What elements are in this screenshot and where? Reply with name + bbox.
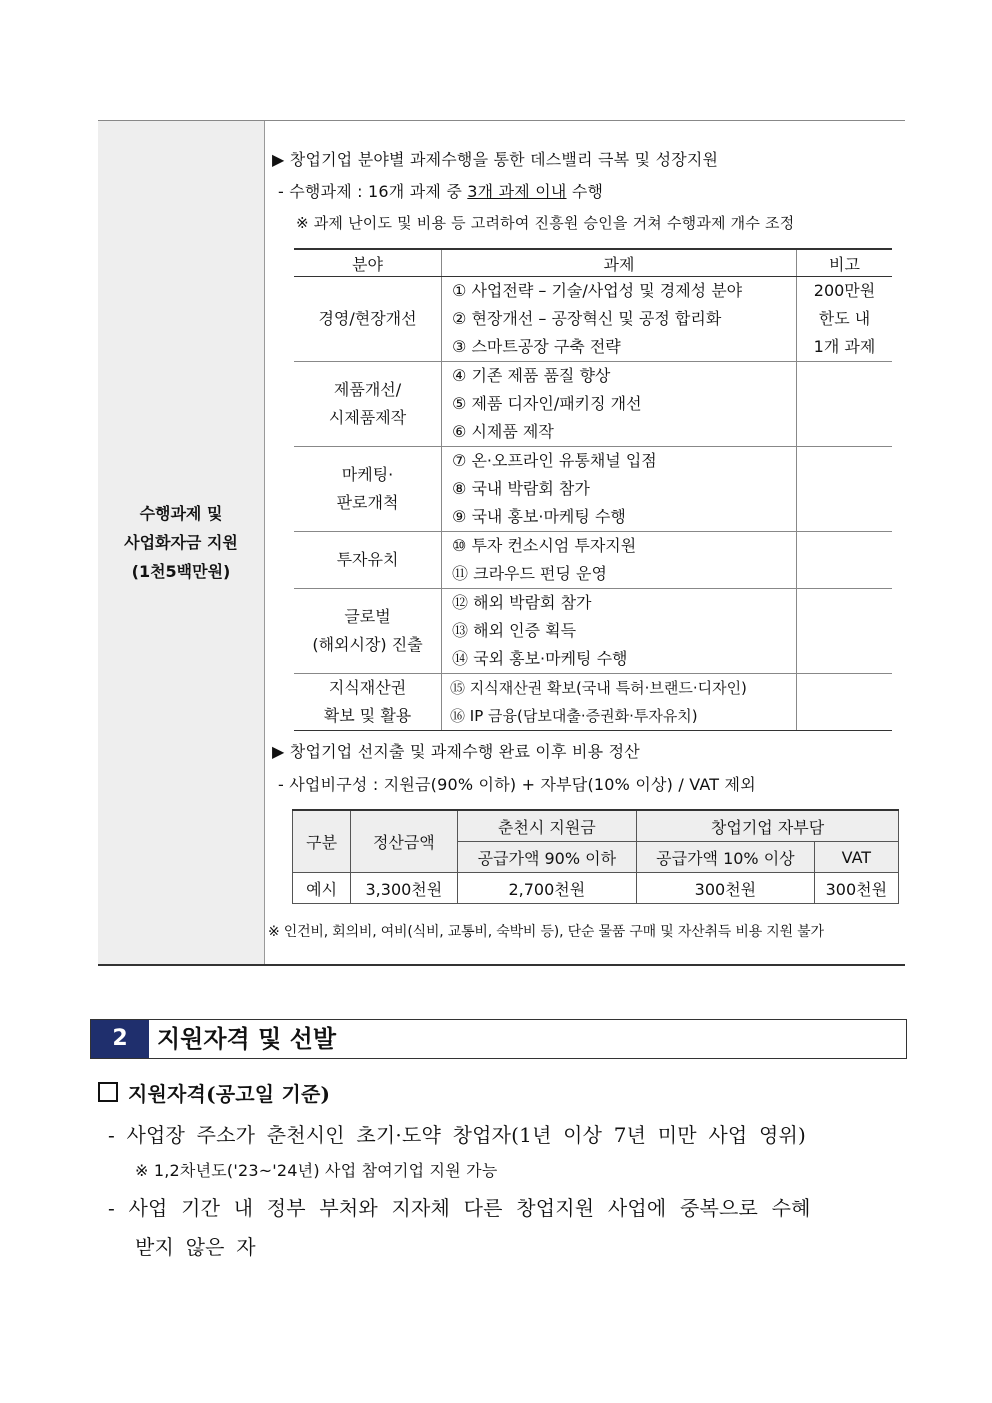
- tasks-cell: [442, 589, 797, 674]
- eligibility-item-2: - 사업 기간 내 정부 부처와 지자체 다른 창업지원 사업에 중복으로 수혜: [108, 1196, 811, 1220]
- note-cell: [796, 674, 892, 731]
- header-field: 분야: [294, 249, 442, 277]
- field-text: 판로개척: [336, 493, 399, 512]
- tasks-cell: [442, 447, 797, 532]
- field-text: 지식재산권: [328, 678, 407, 697]
- note-cell: [796, 362, 892, 447]
- eligibility-note: ※ 1,2차년도('23~'24년) 사업 참여기업 지원 가능: [135, 1161, 498, 1180]
- cell-gubun: 예시: [293, 873, 351, 904]
- task-count-prefix: - 수행과제 : 16개 과제 중: [278, 182, 468, 201]
- bullet-settlement: ▶ 창업기업 선지출 및 과제수행 완료 이후 비용 정산: [272, 742, 640, 761]
- tasks-cell: [442, 362, 797, 447]
- task-item: ⑪ 크라우드 펀딩 운영: [452, 564, 607, 583]
- header-vat: VAT: [814, 842, 898, 873]
- field-cell: [294, 674, 442, 731]
- section-title: 지원자격 및 선발: [157, 1025, 336, 1053]
- task-item: ⑫ 해외 박람회 참가: [452, 593, 592, 612]
- cell-vat: 300천원: [814, 873, 898, 904]
- table-row: [294, 362, 892, 447]
- task-item: ⑬ 해외 인증 획득: [452, 621, 577, 640]
- field-cell: [294, 277, 442, 362]
- field-text: 투자유치: [336, 550, 399, 569]
- eligibility-item-2-cont: 받지 않은 자: [135, 1235, 256, 1259]
- header-gubun: 구분: [293, 810, 351, 873]
- table-row: [293, 873, 899, 904]
- task-item: ⑦ 온·오프라인 유통채널 입점: [452, 451, 657, 470]
- header-city-sub: 공급가액 90% 이하: [457, 842, 637, 873]
- task-count-line: [278, 179, 603, 202]
- task-item: ⑮ 지식재산권 확보(국내 특허·브랜드·디자인): [450, 679, 747, 697]
- note-text: 한도 내: [818, 309, 871, 328]
- task-item: ⑭ 국외 홍보·마케팅 수행: [452, 649, 628, 668]
- note-cell: [796, 447, 892, 532]
- row-label-line-1: 수행과제 및: [139, 504, 223, 523]
- task-item: ⑩ 투자 컨소시엄 투자지원: [452, 536, 637, 555]
- table-row: [294, 589, 892, 674]
- field-text: 마케팅·: [341, 465, 394, 484]
- header-task: 과제: [442, 249, 797, 277]
- table-row: [294, 447, 892, 532]
- checkbox-square-icon: [98, 1082, 118, 1102]
- table-row: [294, 532, 892, 589]
- task-item: ⑥ 시제품 제작: [452, 422, 554, 441]
- header-self-burden: 창업기업 자부담: [637, 810, 899, 842]
- section-header: [90, 1019, 907, 1059]
- field-text: (해외시장) 진출: [312, 635, 423, 654]
- header-city-support: 춘천시 지원금: [457, 810, 637, 842]
- task-item: ④ 기존 제품 품질 향상: [452, 366, 611, 385]
- settlement-table: [292, 809, 899, 904]
- field-cell: [294, 447, 442, 532]
- row-label-line-2: 사업화자금 지원: [124, 533, 238, 552]
- row-label-cell: [98, 121, 265, 964]
- field-text: 시제품제작: [328, 408, 407, 427]
- note-cell: [796, 532, 892, 589]
- task-table-header: [294, 249, 892, 277]
- field-text: 경영/현장개선: [318, 309, 417, 328]
- sub-heading-text: 지원자격(공고일 기준): [128, 1082, 331, 1106]
- budget-composition-line: - 사업비구성 : 지원금(90% 이하) + 자부담(10% 이상) / VAT 제외: [278, 775, 756, 794]
- row-content-cell: [266, 121, 905, 964]
- program-table-frame: [98, 120, 905, 966]
- bullet-task-support: ▶ 창업기업 분야별 과제수행을 통한 데스밸리 극복 및 성장지원: [272, 150, 719, 169]
- note-cell: [796, 589, 892, 674]
- field-text: 확보 및 활용: [323, 706, 412, 725]
- ineligible-cost-note: ※ 인건비, 회의비, 여비(식비, 교통비, 숙박비 등), 단순 물품 구매 및 자산취득 비용 지원 불가: [268, 924, 824, 940]
- cell-amount: 3,300천원: [351, 873, 457, 904]
- tasks-cell: [442, 277, 797, 362]
- table-row: [294, 277, 892, 362]
- field-text: 글로벌: [344, 607, 391, 626]
- task-item: ⑧ 국내 박람회 참가: [452, 479, 590, 498]
- note-cell: [796, 277, 892, 362]
- task-table: [294, 248, 892, 731]
- task-item: ② 현장개선 – 공장혁신 및 공정 합리화: [452, 309, 722, 328]
- section-divider: [149, 1020, 152, 1058]
- task-adjust-note: ※ 과제 난이도 및 비용 등 고려하여 진흥원 승인을 거쳐 수행과제 개수 조정: [296, 214, 795, 232]
- field-cell: [294, 589, 442, 674]
- row-label-line-3: (1천5백만원): [131, 562, 231, 581]
- row-label: [124, 499, 238, 586]
- cell-city: 2,700천원: [457, 873, 637, 904]
- tasks-cell: [442, 674, 797, 731]
- task-item: ⑤ 제품 디자인/패키징 개선: [452, 394, 642, 413]
- task-item: ⑨ 국내 홍보·마케팅 수행: [452, 507, 626, 526]
- field-cell: [294, 362, 442, 447]
- header-self-sub: 공급가액 10% 이상: [637, 842, 815, 873]
- task-item: ① 사업전략 – 기술/사업성 및 경제성 분야: [452, 281, 743, 300]
- cell-self: 300천원: [637, 873, 815, 904]
- task-count-suffix: 수행: [566, 182, 604, 201]
- task-item: ⑯ IP 금융(담보대출·증권화·투자유치): [450, 707, 698, 725]
- eligibility-item-1: - 사업장 주소가 춘천시인 초기·도약 창업자(1년 이상 7년 미만 사업 영위): [108, 1123, 806, 1147]
- table-row: [294, 674, 892, 731]
- settlement-header-row-1: [293, 810, 899, 842]
- field-text: 제품개선/: [333, 380, 402, 399]
- note-text: 1개 과제: [813, 337, 876, 356]
- sub-heading: [98, 1078, 330, 1107]
- task-count-limit: 3개 과제 이내: [467, 182, 567, 201]
- header-amount: 정산금액: [351, 810, 457, 873]
- note-text: 200만원: [813, 281, 876, 300]
- header-note: 비고: [796, 249, 892, 277]
- task-item: ③ 스마트공장 구축 전략: [452, 337, 621, 356]
- tasks-cell: [442, 532, 797, 589]
- field-cell: [294, 532, 442, 589]
- section-number: 2: [91, 1020, 149, 1058]
